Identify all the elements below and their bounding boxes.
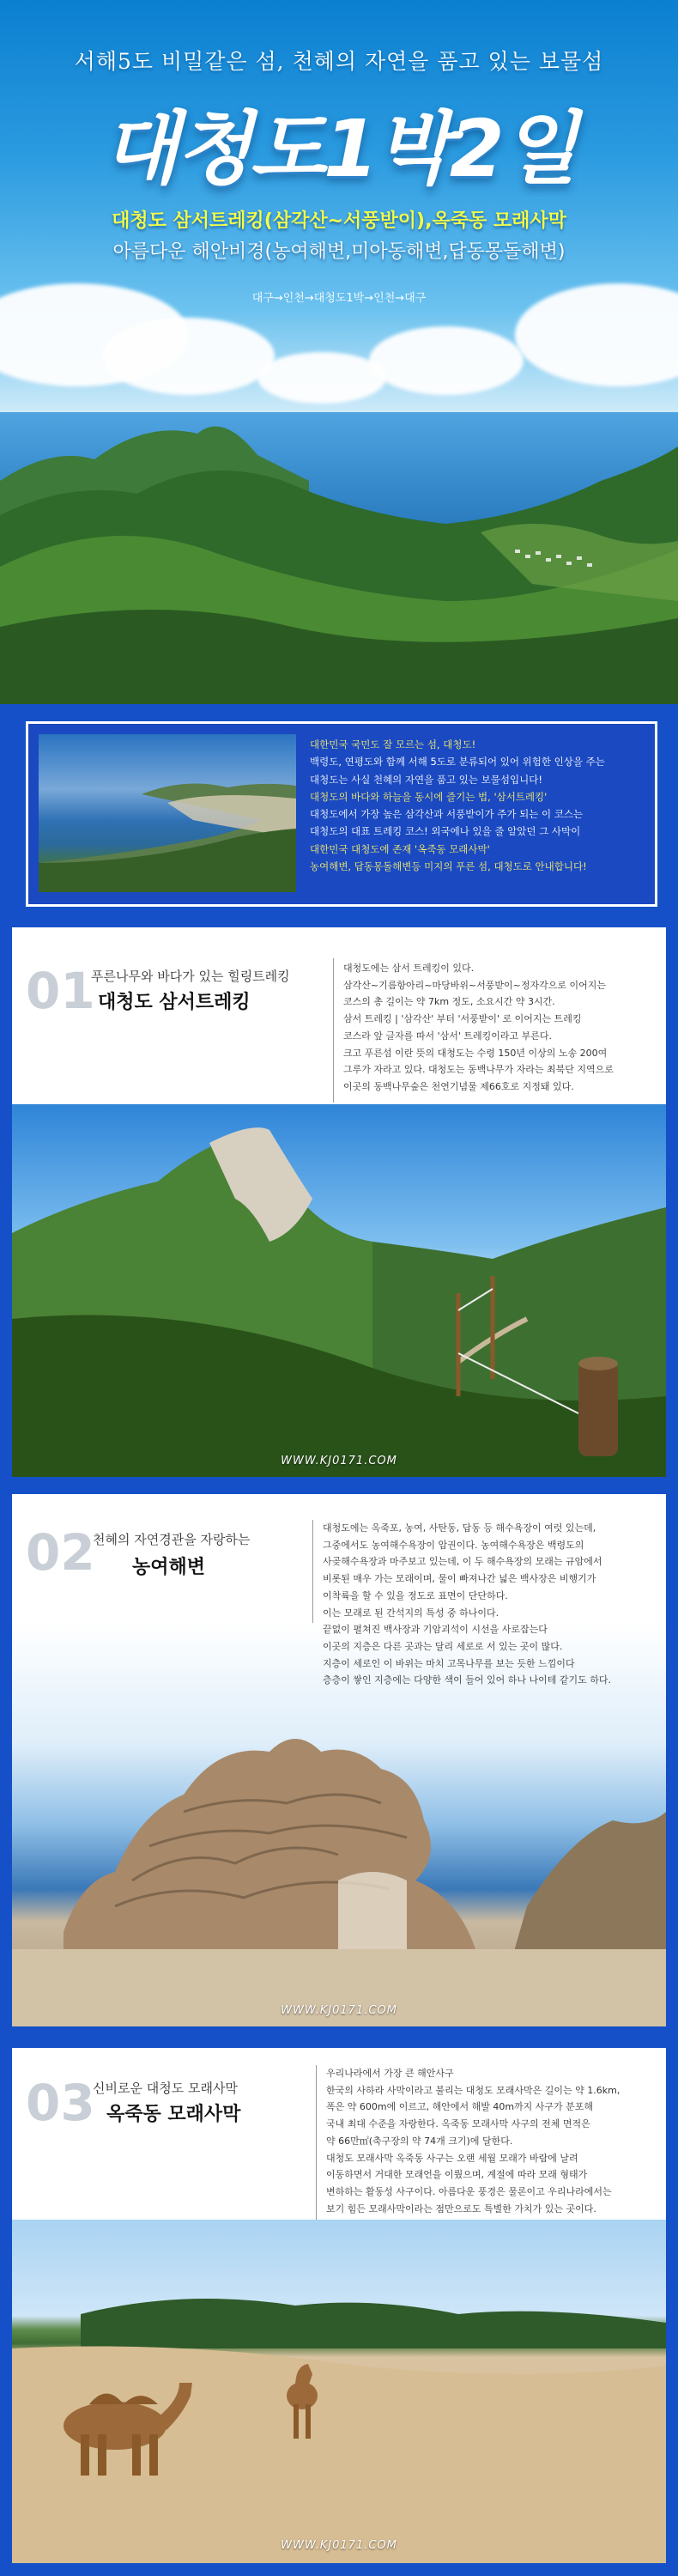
coastline-photo: [39, 734, 296, 892]
watermark: WWW.KJ0171.COM: [281, 2539, 397, 2552]
section-pretitle: 신비로운 대청도 모래사막: [93, 2081, 238, 2096]
hero-route: 대구→인천→대청도1박→인천→대구: [251, 292, 427, 305]
desc-line: 국내 최대 수준을 자랑한다. 옥죽동 모래사막 사구의 전체 면적은: [326, 2118, 590, 2130]
divider: [333, 958, 334, 1103]
hero-title: 대청도1박2일: [102, 103, 576, 195]
desc-line: 대청도에는 옥죽포, 농여, 사탄동, 답동 등 해수욕장이 여럿 있는데,: [323, 1522, 596, 1534]
desc-line: 이동하면서 거대한 모래언을 이뤘으며, 계절에 따라 모래 형태가: [326, 2169, 588, 2181]
desc-line: 변하하는 활동성 사구이다. 아름다운 풍경은 물론이고 우리나라에서는: [326, 2185, 612, 2197]
desc-line: 대청도에는 삼서 트레킹이 있다.: [343, 963, 475, 974]
intro-text: [310, 736, 646, 875]
section-number: 02: [26, 1523, 95, 1582]
watermark: WWW.KJ0171.COM: [281, 2004, 397, 2017]
desc-line: 코스의 총 길이는 약 7km 정도, 소요시간 약 3시간.: [343, 996, 555, 1008]
desc-line: 비롯된 매우 가는 모래이며, 물이 빠져나간 넓은 백사장은 비행기가: [323, 1573, 596, 1585]
watermark: WWW.KJ0171.COM: [281, 1455, 397, 1467]
section-samseo-trekking: [12, 927, 666, 1477]
hero-banner: [0, 0, 678, 704]
desc-line: 코스라 앞 글자를 따서 '삼서' 트레킹이라고 부른다.: [343, 1030, 553, 1042]
section-title: 옥죽동 모래사막: [106, 2104, 241, 2125]
section-number: 03: [26, 2074, 95, 2132]
desc-line: 대청도 모래사막 옥죽동 사구는 오랜 세월 모래가 바람에 날려: [326, 2152, 578, 2164]
section-title: 농여해변: [132, 1557, 206, 1578]
desc-line: 우리나라에서 가장 큰 해안사구: [326, 2068, 454, 2079]
intro-line: 백령도, 연평도와 함께 서해 5도로 분류되어 있어 위험한 인상을 주는: [310, 756, 605, 769]
intro-line: 대청도에서 가장 높은 삼각산과 서풍받이가 주가 되는 이 코스는: [310, 808, 584, 821]
intro-line: 대한민국 국민도 잘 모르는 섬, 대청도!: [310, 738, 476, 750]
coastline-illustration: [39, 734, 296, 892]
section-title: 대청도 삼서트레킹: [98, 992, 251, 1013]
section-description: [343, 960, 659, 1096]
section-description: [323, 1520, 661, 1689]
divider: [316, 2065, 317, 2220]
desc-line: 사곶해수욕장과 마주보고 있는데, 이 두 해수욕장의 모래는 규암에서: [323, 1556, 602, 1568]
section-nongyeo-beach: [12, 1494, 666, 2026]
desc-line: 삼서 트레킹 | '삼각산' 부터 '서풍받이' 로 이어지는 트레킹: [343, 1013, 582, 1025]
intro-box: [26, 721, 657, 907]
desc-line: 지층이 세로인 이 바위는 마치 고목나무를 보는 듯한 느낌이다: [323, 1657, 575, 1669]
hero-subtitle-beaches: 아름다운 해안비경(농여해변,미아동해변,답동몽돌해변): [112, 241, 566, 263]
sand-desert-photo: [12, 2220, 666, 2563]
trekking-illustration: [12, 1104, 666, 1477]
section-description: [326, 2065, 661, 2217]
hero-subtitle-course: 대청도 삼서트레킹(삼각산~서풍받이),옥죽동 모래사막: [112, 210, 566, 232]
intro-line: 대한민국 대청도에 존재 '옥죽동 모래사막': [310, 842, 490, 855]
intro-line: 대청도의 바다와 하늘을 동시에 즐기는 법, '삼서트레킹': [310, 790, 548, 803]
section-okjukdong-desert: [12, 2048, 666, 2563]
desc-line: 그루가 자라고 있다. 대청도는 동백나무가 자라는 최북단 지역으로: [343, 1064, 614, 1076]
desert-illustration: [12, 2220, 666, 2563]
desc-line: 삼각산~기름항아리~마당바위~서풍받이~정자각으로 이어지는: [343, 979, 607, 991]
desc-line: 보기 힘든 모래사막이라는 점만으로도 특별한 가치가 있는 곳이다.: [326, 2202, 596, 2215]
intro-line: 대청도는 사실 천혜의 자연을 품고 있는 보물섬입니다!: [310, 773, 542, 786]
section-number: 01: [26, 962, 95, 1020]
desc-line: 이곳의 동백나무숲은 천연기념물 제66호로 지정돼 있다.: [343, 1080, 574, 1092]
section-pretitle: 푸른나무와 바다가 있는 힐링트레킹: [91, 969, 290, 984]
desc-line: 한국의 사하라 사막이라고 불리는 대청도 모래사막은 길이는 약 1.6km,: [326, 2084, 620, 2096]
desc-line: 층층이 쌓인 지층에는 다양한 색이 들어 있어 하나 나이테 같기도 하다.: [323, 1674, 611, 1686]
desc-line: 폭은 약 600m에 이르고, 해안에서 해발 40m까지 사구가 분포해: [326, 2101, 594, 2113]
desc-line: 이는 모래로 된 간석지의 특성 중 하나이다.: [323, 1607, 499, 1619]
desc-line: 이착륙을 할 수 있을 정도로 표면이 단단하다.: [323, 1589, 508, 1601]
intro-line: 대청도의 대표 트레킹 코스! 외국에나 있을 줄 알았던 그 사막이: [310, 825, 581, 838]
desc-line: 크고 푸른섬 이란 뜻의 대청도는 수령 150년 이상의 노송 200여: [343, 1047, 608, 1059]
desc-line: 약 66만㎡(축구장의 약 74개 크기)에 달한다.: [326, 2135, 513, 2147]
hero-tagline: 서해5도 비밀같은 섬, 천혜의 자연을 품고 있는 보물섬: [74, 49, 604, 74]
desc-line: 이곳의 지층은 다른 곳과는 달리 세로로 서 있는 곳이 많다.: [323, 1640, 563, 1652]
section-pretitle: 천혜의 자연경관을 자랑하는: [93, 1532, 251, 1547]
desc-line: 그중에서도 농여해수욕장이 압권이다. 농여해수욕장은 백령도의: [323, 1539, 584, 1551]
intro-line: 농여해변, 답동몽돌해변등 미지의 푸른 섬, 대청도로 안내합니다!: [310, 860, 587, 873]
trekking-photo: [12, 1104, 666, 1477]
desc-line: 끝없이 펼쳐진 백사장과 기암괴석이 시선을 사로잡는다: [323, 1624, 548, 1636]
